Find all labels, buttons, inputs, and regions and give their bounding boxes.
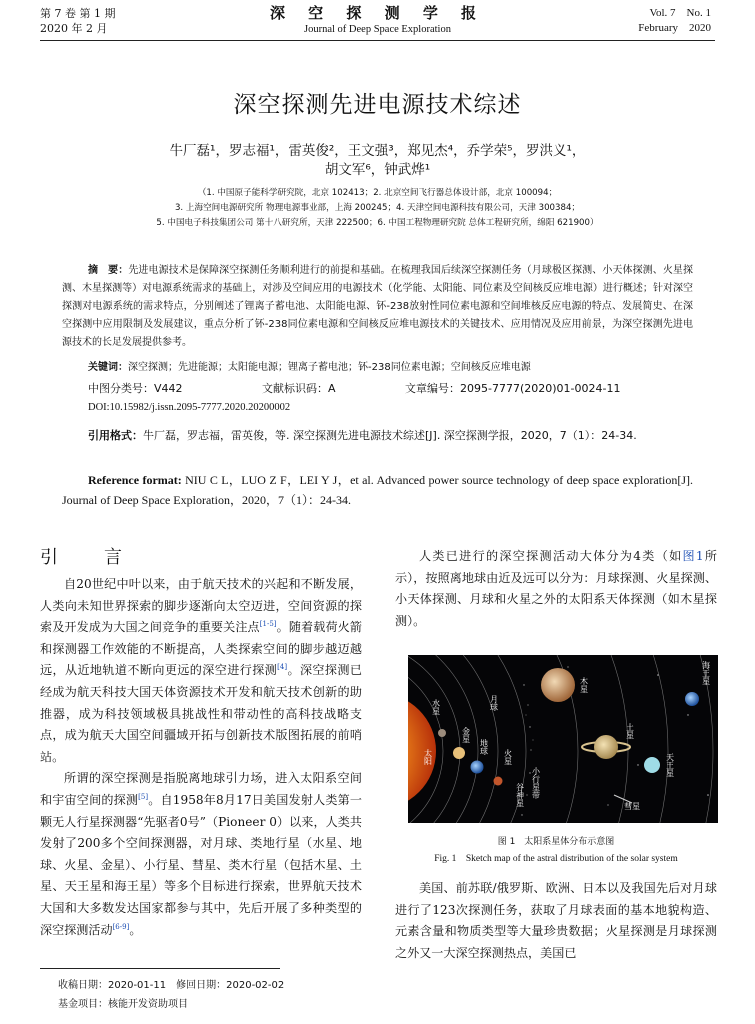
label-saturn: 土星 [625,723,635,739]
earth-shape [471,761,484,774]
left-column [40,574,362,941]
keywords-label: 关键词： [88,362,128,373]
text-span: 。自1958年8月17日美国发射人类第一颗无人行星探测器“先驱者0号”（Pioneer 0）以来，人类共发射了200多个空间探测器，对月球、类地行星（水星、地球、火星、金星）、小行星、彗星、类木行星（包括木星、土星、天王星和海王星）等多个目标进行探索，世界航天技术大国和大多数发达国家都参与其中，先后开展了多种类型的深空探测活动 [40,792,362,937]
journal-name-cn: 深 空 探 测 学 报 [269,4,486,22]
volume-cn: 第 7 卷 第 1 期 [40,7,116,20]
keywords [88,359,693,377]
uranus-shape [644,757,660,773]
figure-caption-cn: 图 1 太阳系星体分布示意图 [497,837,615,847]
paper-title: 深空探测先进电源技术综述 [233,92,522,118]
doi[interactable]: DOI:10.15982/j.issn.2095-7777.2020.20200002 [88,402,291,413]
label-ceres: 谷神星 [515,783,525,807]
label-sun: 太阳 [423,749,433,765]
abstract-text: 先进电源技术是保障深空探测任务顺利进行的前提和基础。在梳理我国后续深空探测任务（月球极区探测、小天体探测、火星探测、木星探测等）对电源系统需求的基础上，对涉及空间应用的电源技术（化学能、太阳能、同位素及空间核反应堆电源）进行概述；针对深空探测对电源系统的需求特点，分别阐述了锂离子蓄电池、太阳能电源、钚-238放射性同位素电源和空间堆核反应电源的特点、发展简史、在深空探测中应用限制及发展建议，重点分析了钚-238同位素电源和空间核反应堆电源技术的关键技术、应用情况及应用前景，为深空探测先进电源技术的长足发展提供参考。 [62,265,694,348]
author-list [0,142,755,180]
label-moon: 月球 [489,695,499,711]
citation-cn-label: 引用格式： [88,429,143,442]
header-rule [40,40,715,41]
header-right [638,6,711,36]
right-column-top [395,546,717,632]
label-jupiter: 木星 [579,677,589,693]
intro-paragraph-2 [40,768,362,941]
date-en: February 2020 [638,22,711,34]
abstract [62,262,693,352]
date-cn: 2020 年 2 月 [40,22,108,35]
citation-ref[interactable]: [5] [138,792,149,801]
right-column-bottom [395,878,717,964]
citation-ref[interactable]: [4] [277,663,288,672]
citation-en [62,470,693,510]
label-earth: 地球 [479,739,489,755]
label-mars: 火星 [503,749,513,765]
neptune-shape [685,692,699,706]
section-heading-intro: 引 言 [40,547,136,568]
figure-caption-en: Fig. 1 Sketch map of the astral distribution of the solar system [434,854,678,864]
footnote-received: 收稿日期：2020-01-11 修回日期：2020-02-02 [58,980,285,991]
jupiter-shape [541,668,575,702]
label-asteroid-belt: 小行星带 [531,767,541,799]
text-span: 。 [129,922,142,937]
right-paragraph-2: 美国、前苏联/俄罗斯、欧洲、日本以及我国先后对月球进行了123次探测任务，获取了月球表面的基本地貌构造、元素含量和物质类型等大量珍贵数据；火星探测是月球探测之外又一大深空探测热点，美国已 [395,881,717,960]
affiliation-line-2: 3. 上海空间电源研究所 物理电源事业部，上海 200245；4. 天津空间电源科技有限公司，天津 300384； [174,203,581,213]
citation-cn [62,426,693,446]
label-comet: 彗星 [624,802,640,811]
authors-line-2: 胡文军⁶，钟武烨¹ [324,162,431,178]
affiliation-line-3: 5. 中国电子科技集团公司 第十八研究所，天津 222500；6. 中国工程物理研究院 总体工程研究所，绵阳 621900） [156,218,599,228]
keywords-text: 深空探测；先进能源；太阳能电源；锂离子蓄电池；钚-238同位素电源；空间核反应堆电源 [128,362,531,373]
right-paragraph-1 [395,546,717,632]
text-span: 人类已进行的深空探测活动大体分为4类（如 [419,549,683,563]
authors-line-1: 牛厂磊¹，罗志福¹，雷英俊²，王文强³，郑见杰⁴，乔学荣⁵，罗洪义¹， [169,143,586,159]
text-span: 所谓的深空探测是指脱离地球引力场，进入太阳系空间和宇宙空间的探测 [40,771,362,807]
affiliations [50,186,705,231]
intro-paragraph-1 [40,574,362,768]
citation-cn-text: 牛厂磊，罗志福，雷英俊，等. 深空探测先进电源技术综述[J]. 深空探测学报，2020，7（1）：24-34. [143,429,637,442]
footnote-fund: 基金项目：核能开发资助项目 [58,999,188,1010]
text-span: 。深空探测已经成为航天科技大国天体资源技术开发和航天技术创新的助推器，成为科技领域极具挑战性和带动性的高科技战略支点，成为航天大国空间疆域开拓与创新技术版图拓展的前哨站。 [40,663,362,764]
volume-en: Vol. 7 No. 1 [649,7,711,19]
label-mercury: 水星 [431,699,441,715]
label-uranus: 天王星 [665,753,675,777]
figure-link[interactable]: 图1 [682,549,704,563]
citation-ref[interactable]: [1-5] [259,620,277,629]
footnote-rule [40,968,280,969]
text-span: 。随着载荷火箭和探测器工作效能的不断提高，人类探索空间的脚步越迈越远，从近地轨道不断向更远的深空进行探测 [40,620,362,678]
document-code: 文献标识码：A [262,382,336,395]
mars-shape [494,777,503,786]
journal-name-en: Journal of Deep Space Exploration [304,24,451,35]
affiliation-line-1: （1. 中国原子能科学研究院，北京 102413；2. 北京空间飞行器总体设计部，北京 100094； [197,188,558,198]
mercury-shape [438,729,446,737]
text-span: 自20世纪中叶以来，由于航天技术的兴起和不断发展，人类向未知世界探索的脚步逐渐向太空迈进，空间资源的探索及开发成为大国之间竞争的重要关注点 [40,577,362,635]
venus-shape [453,747,465,759]
citation-ref[interactable]: [6-9] [112,922,130,931]
clc-number: 中图分类号：V442 [88,382,183,395]
abstract-label: 摘 要： [88,265,129,276]
citation-en-label: Reference format: [88,473,182,487]
saturn-shape [582,735,630,759]
label-neptune: 海王星 [701,661,711,685]
solar-system-illustration [408,655,718,823]
label-venus: 金星 [461,727,471,743]
text-span: 所示），按照离地球由近及远可以分为：月球探测、火星探测、小天体探测、月球和火星之外的太阳系天体探测（如木星探测）。 [395,549,717,628]
article-number: 文章编号：2095-7777(2020)01-0024-11 [405,382,621,395]
citation-en-text: NIU C L，LUO Z F，LEI Y J，et al. Advanced power source technology of deep space exploration[J]. Journal of Deep Space Exploration，2020，7（1）：24-34. [62,473,693,507]
solar-system-figure [408,655,718,823]
starfield [567,666,708,805]
